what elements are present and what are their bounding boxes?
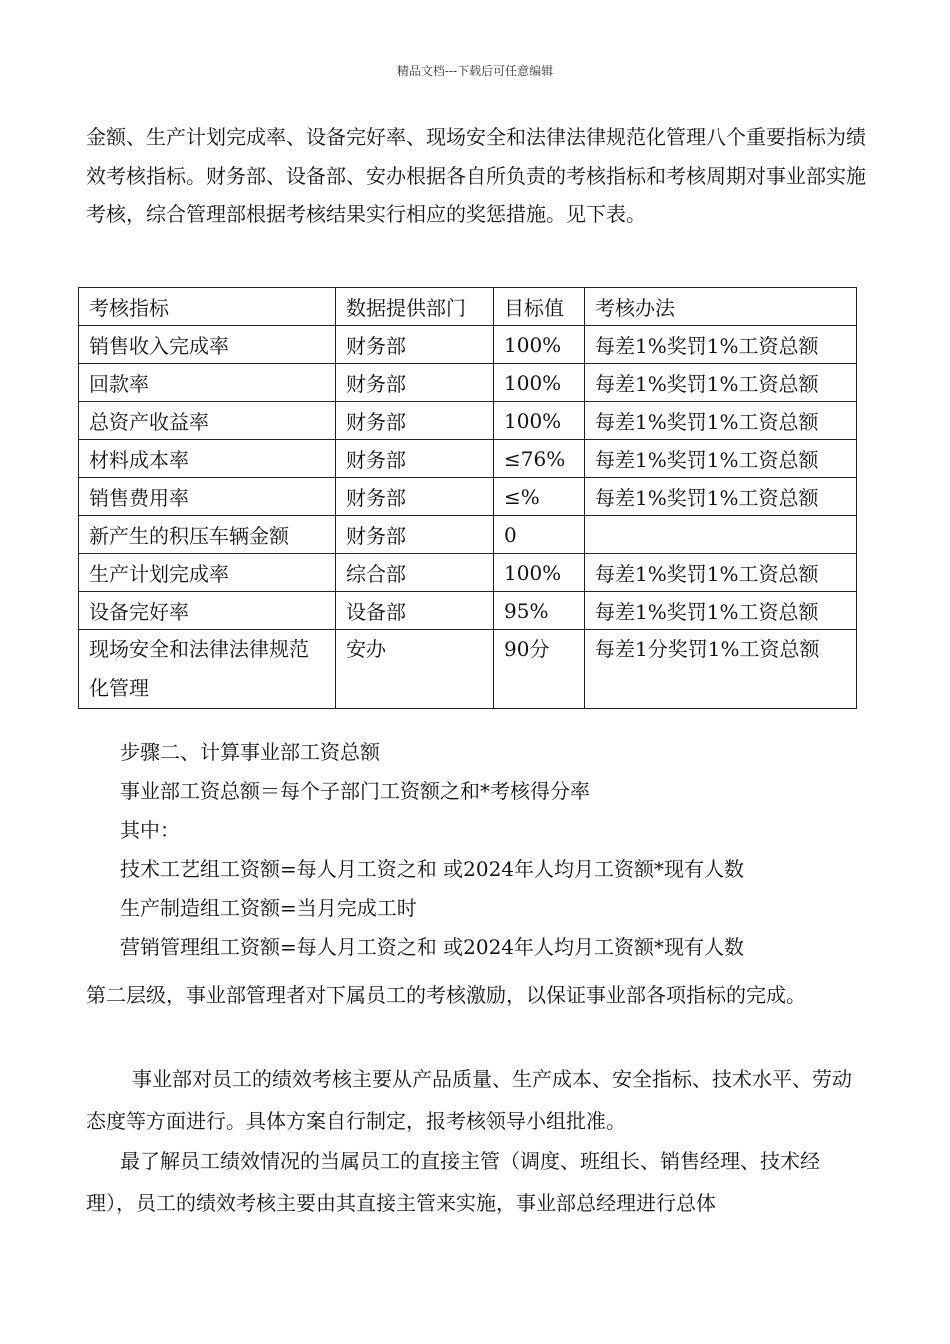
table-cell: ≤76% <box>494 440 585 478</box>
step-heading: 步骤二、计算事业部工资总额 <box>120 740 380 764</box>
table-row <box>79 592 857 630</box>
table-row <box>79 326 857 364</box>
kpi-table <box>78 287 857 709</box>
table-cell: 每差1%奖罚1%工资总额 <box>585 364 857 402</box>
header-cell: 考核指标 <box>79 288 336 326</box>
table-cell: 财务部 <box>336 478 494 516</box>
table-cell: 财务部 <box>336 440 494 478</box>
table-cell: 每差1%奖罚1%工资总额 <box>585 554 857 592</box>
table-cell: 90分 <box>494 630 585 709</box>
table-cell: 每差1%奖罚1%工资总额 <box>585 440 857 478</box>
formula-line: 生产制造组工资额=当月完成工时 <box>120 896 417 920</box>
formula-line: 其中： <box>120 818 180 842</box>
header-cell: 目标值 <box>494 288 585 326</box>
table-cell: 每差1%奖罚1%工资总额 <box>585 326 857 364</box>
table-cell: 财务部 <box>336 364 494 402</box>
table-cell: 95% <box>494 592 585 630</box>
table-row <box>79 402 857 440</box>
table-cell: 销售费用率 <box>79 478 336 516</box>
formula-line: 事业部工资总额＝每个子部门工资额之和*考核得分率 <box>120 779 590 803</box>
table-cell: 财务部 <box>336 326 494 364</box>
table-row <box>79 440 857 478</box>
formula-line: 营销管理组工资额=每人月工资之和 或2024年人均月工资额*现有人数 <box>120 935 745 959</box>
table-cell <box>585 516 857 554</box>
table-row <box>79 630 857 709</box>
table-cell: 财务部 <box>336 516 494 554</box>
table-cell: 设备完好率 <box>79 592 336 630</box>
table-row <box>79 364 857 402</box>
formula-line: 技术工艺组工资额=每人月工资之和 或2024年人均月工资额*现有人数 <box>120 857 745 881</box>
table-cell: 综合部 <box>336 554 494 592</box>
level2-paragraph: 第二层级，事业部管理者对下属员工的考核激励，以保证事业部各项指标的完成。 <box>86 983 806 1007</box>
table-row <box>79 478 857 516</box>
methods-paragraph: 事业部对员工的绩效考核主要从产品质量、生产成本、安全指标、技术水平、劳动态度等方面进行。具体方案自行制定，报考核领导小组批准。 <box>86 1067 852 1133</box>
table-cell: 设备部 <box>336 592 494 630</box>
table-cell: 现场安全和法律法律规范化管理 <box>79 630 336 709</box>
table-cell: 财务部 <box>336 402 494 440</box>
table-cell: 每差1分奖罚1%工资总额 <box>585 630 857 709</box>
table-cell: ≤% <box>494 478 585 516</box>
table-cell: 每差1%奖罚1%工资总额 <box>585 478 857 516</box>
table-cell: 销售收入完成率 <box>79 326 336 364</box>
table-cell: 材料成本率 <box>79 440 336 478</box>
table-cell: 0 <box>494 516 585 554</box>
table-row <box>79 554 857 592</box>
supervisor-paragraph: 最了解员工绩效情况的当属员工的直接主管（调度、班组长、销售经理、技术经理），员工的绩效考核主要由其直接主管来实施，事业部总经理进行总体 <box>86 1149 820 1215</box>
table-cell: 新产生的积压车辆金额 <box>79 516 336 554</box>
table-row <box>79 516 857 554</box>
table-cell: 生产计划完成率 <box>79 554 336 592</box>
header-cell: 考核办法 <box>585 288 857 326</box>
table-header-row <box>79 288 857 326</box>
page-header: 精品文档---下载后可任意编辑 <box>396 64 554 78</box>
table-cell: 回款率 <box>79 364 336 402</box>
table-cell: 总资产收益率 <box>79 402 336 440</box>
header-cell: 数据提供部门 <box>336 288 494 326</box>
table-cell: 每差1%奖罚1%工资总额 <box>585 592 857 630</box>
table-cell: 100% <box>494 554 585 592</box>
intro-paragraph: 金额、生产计划完成率、设备完好率、现场安全和法律法律规范化管理八个重要指标为绩效考核指标。财务部、设备部、安办根据各自所负责的考核指标和考核周期对事业部实施考核，综合管理部根据考核结果实行相应的奖惩措施。见下表。 <box>86 125 866 226</box>
table-cell: 100% <box>494 402 585 440</box>
table-cell: 100% <box>494 326 585 364</box>
salary-steps <box>86 733 868 967</box>
table-cell: 100% <box>494 364 585 402</box>
table-cell: 每差1%奖罚1%工资总额 <box>585 402 857 440</box>
table-cell: 安办 <box>336 630 494 709</box>
